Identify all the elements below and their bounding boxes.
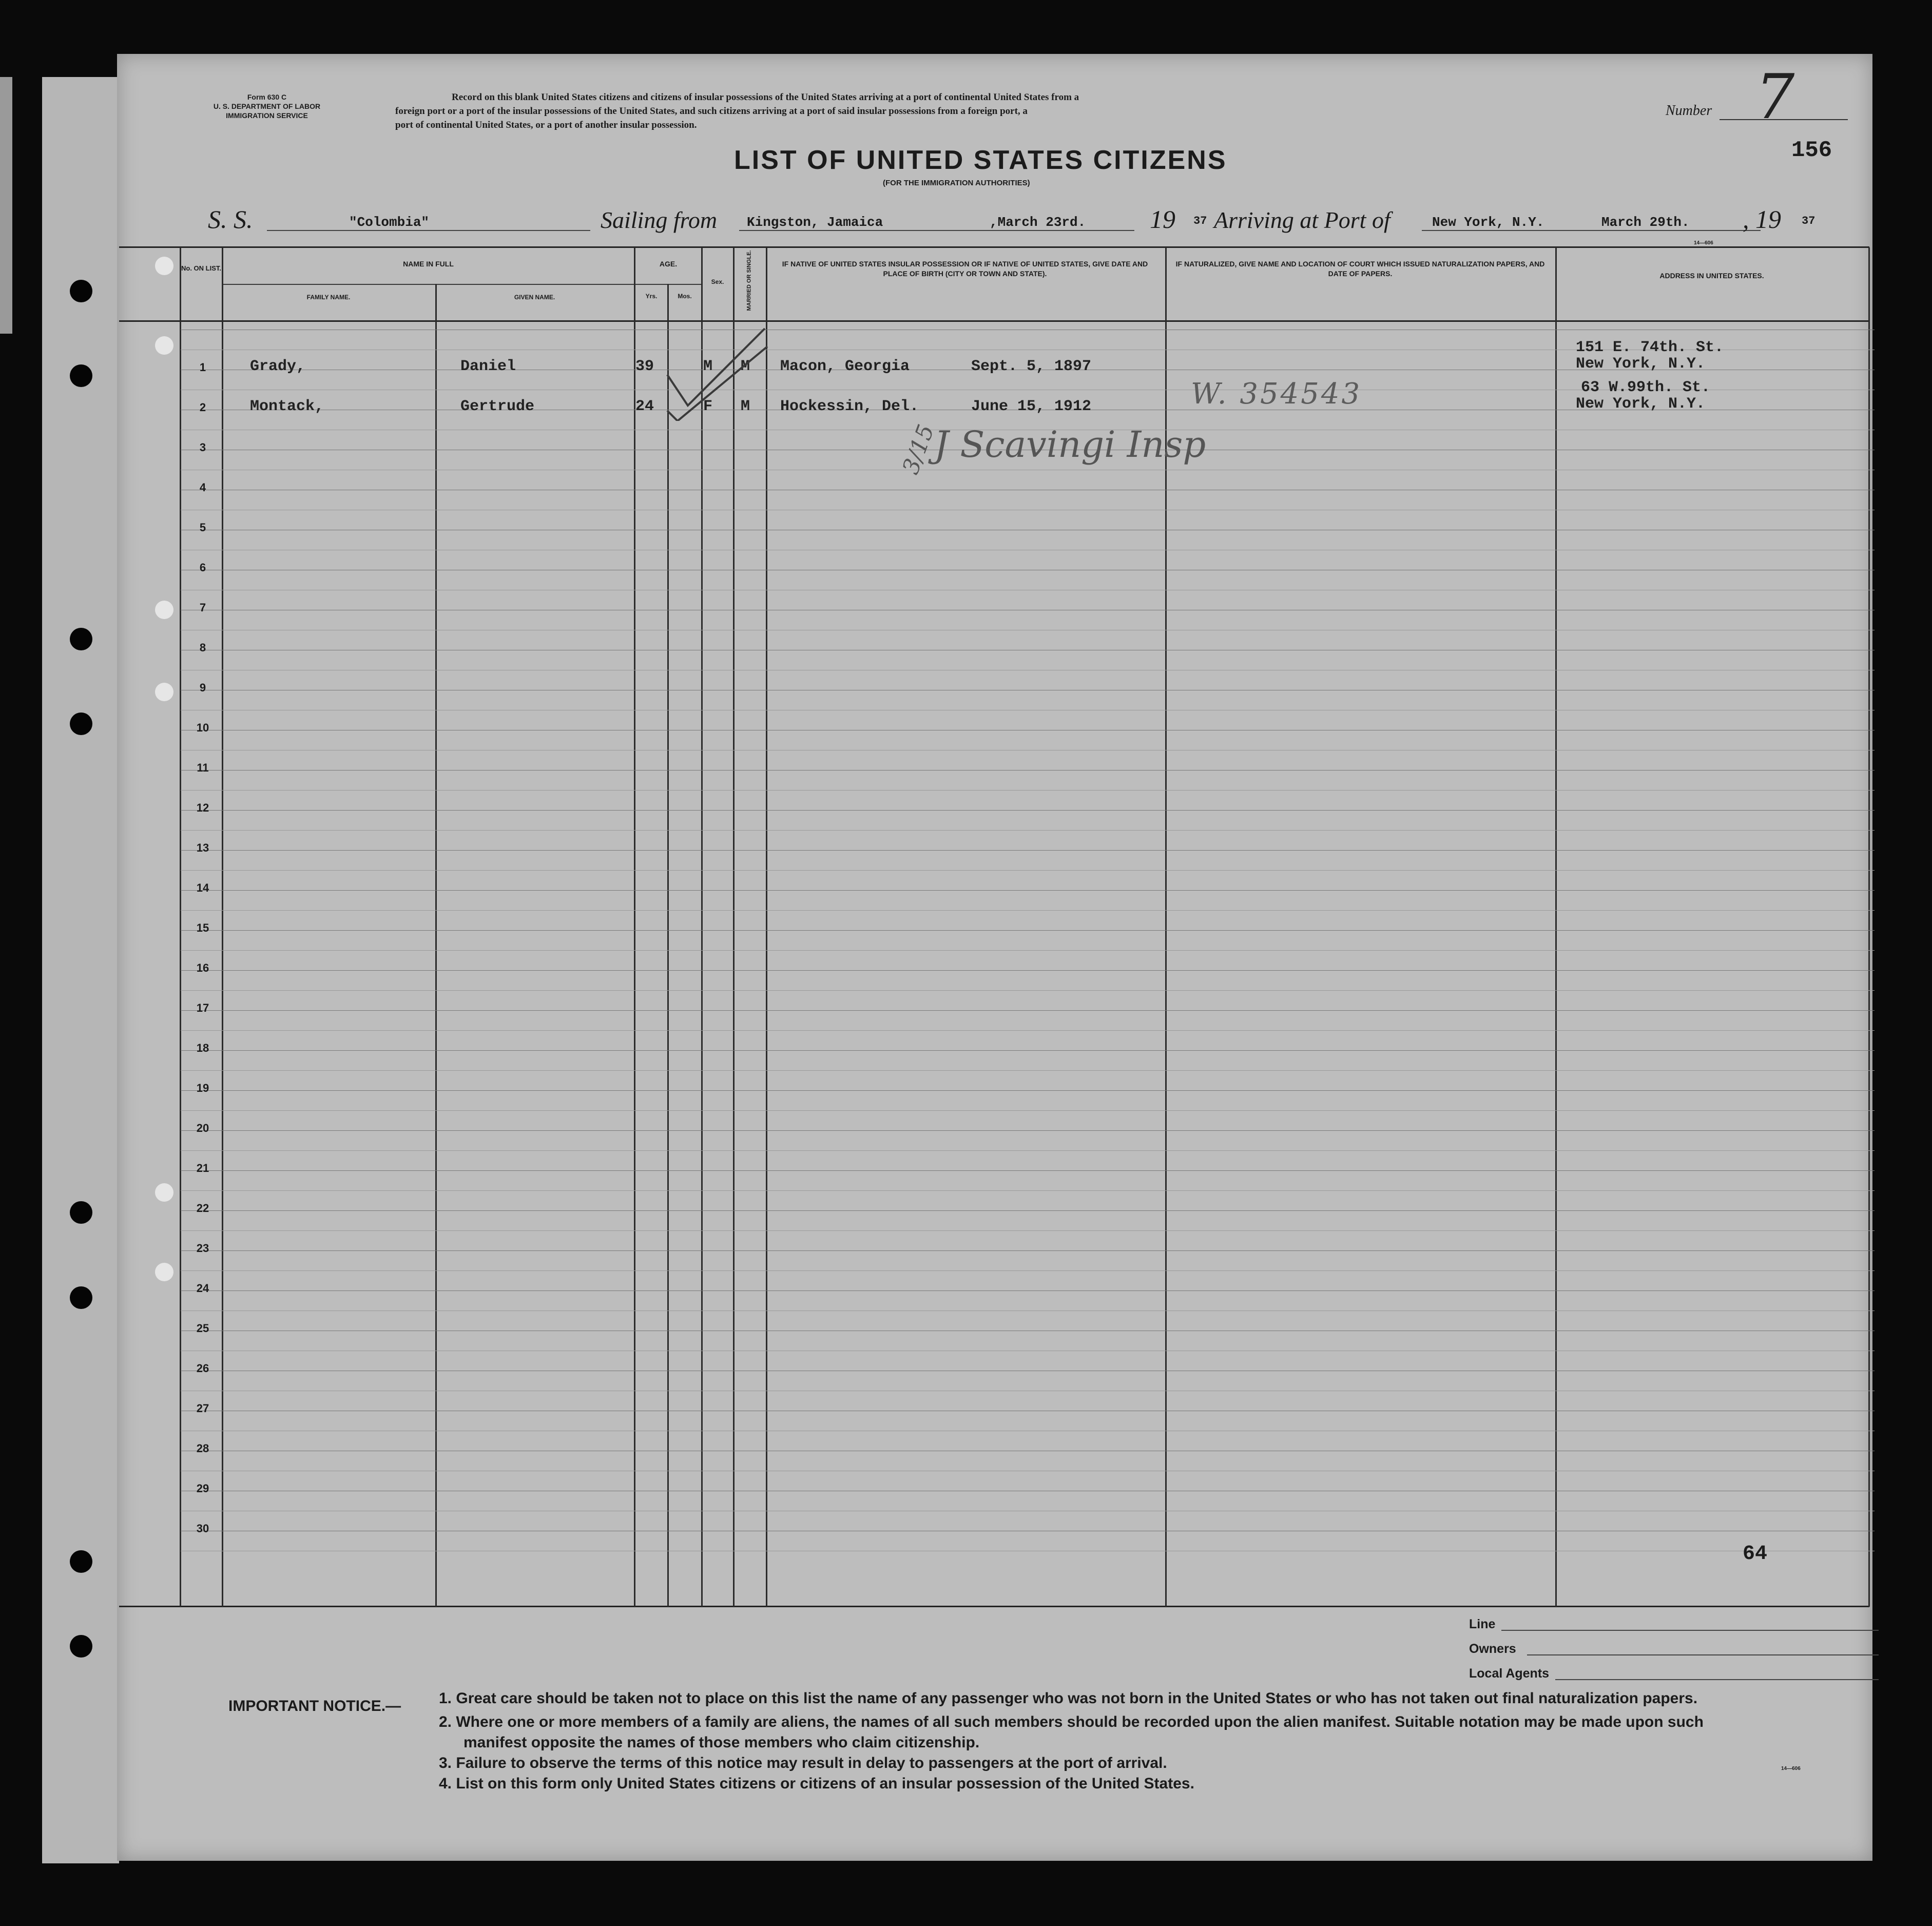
sail-date: ,March 23rd. xyxy=(990,215,1086,230)
arriving-label: Arriving at Port of xyxy=(1214,207,1390,233)
entry-2-yrs: 24 xyxy=(635,398,654,415)
row-number: 21 xyxy=(196,1162,209,1174)
header-married: MARRIED OR SINGLE. xyxy=(746,250,752,311)
col-divider xyxy=(766,247,767,1607)
row-number: 23 xyxy=(196,1242,209,1255)
entry-1-family: Grady, xyxy=(250,358,306,375)
binder-edge xyxy=(0,77,12,334)
row-number: 16 xyxy=(196,961,209,974)
row-number: 14 xyxy=(196,881,209,894)
row-number: 19 xyxy=(196,1082,209,1094)
ruled-line xyxy=(181,850,1875,851)
header-address: ADDRESS IN UNITED STATES. xyxy=(1659,272,1764,280)
row-number: 10 xyxy=(196,721,209,734)
entry-1-birth-place: Macon, Georgia xyxy=(780,358,910,375)
owners-label: Owners xyxy=(1469,1642,1516,1656)
punch-hole xyxy=(155,683,173,701)
inspector-date: 3/15 xyxy=(897,421,940,478)
row-number: 1 xyxy=(199,361,206,374)
footer-code: 14—606 xyxy=(1781,1766,1801,1771)
entry-2-sex: F xyxy=(703,398,713,415)
header-native: IF NATIVE OF UNITED STATES INSULAR POSSESSION OR IF NATIVE OF UNITED STATES, GIVE DATE AND PLACE OF BIRTH (CITY OR TOWN AND STATE). xyxy=(782,260,1148,278)
header-naturalized: IF NATURALIZED, GIVE NAME AND LOCATION OF COURT WHICH ISSUED NATURALIZATION PAPERS, AND DATE OF PAPERS. xyxy=(1175,260,1545,278)
entry-2-address-line2: New York, N.Y. xyxy=(1576,395,1706,413)
ruled-line xyxy=(181,930,1875,931)
header-mos: Mos. xyxy=(678,293,692,300)
row-number: 4 xyxy=(199,481,206,494)
arrival-year-prefix: , 19 xyxy=(1743,205,1781,234)
row-number: 2 xyxy=(199,401,206,414)
preamble-line: Record on this blank United States citizens and citizens of insular possessions of the United States arriving at a port of continental United States from a xyxy=(452,92,1079,103)
owners-field xyxy=(1527,1654,1879,1655)
header-name-in-full: NAME IN FULL xyxy=(403,260,454,268)
row-number: 5 xyxy=(199,521,206,534)
ruled-line xyxy=(181,1230,1875,1231)
row-number: 13 xyxy=(196,841,209,854)
ss-label: S. S. xyxy=(208,205,253,234)
header-given-name: GIVEN NAME. xyxy=(514,294,555,301)
ruled-line xyxy=(181,1170,1875,1171)
local-agents-label: Local Agents xyxy=(1469,1666,1550,1681)
service: IMMIGRATION SERVICE xyxy=(226,111,308,120)
preamble-line: port of continental United States, or a port of another insular possession. xyxy=(395,120,697,130)
check-marks xyxy=(657,318,780,421)
ruled-line xyxy=(181,830,1875,831)
binder-hole xyxy=(70,1201,92,1224)
row-number: 24 xyxy=(196,1282,209,1295)
ruled-line xyxy=(181,990,1875,991)
col-divider xyxy=(435,284,437,1607)
year-prefix: 19 xyxy=(1150,205,1175,234)
row-number: 11 xyxy=(197,761,209,774)
entry-1-sex: M xyxy=(703,358,713,375)
row-number: 3 xyxy=(199,441,206,454)
binder-strip xyxy=(42,77,119,1863)
col-divider xyxy=(667,284,669,1607)
notice-4: 4. List on this form only United States citizens or citizens of an insular possession of the United States. xyxy=(439,1775,1194,1792)
entry-2-family: Montack, xyxy=(250,398,324,415)
notice-2-cont: manifest opposite the names of those members who claim citizenship. xyxy=(463,1734,980,1751)
entry-2-address-line1: 63 W.99th. St. xyxy=(1581,379,1711,396)
ruled-line xyxy=(181,890,1875,891)
header-family-name: FAMILY NAME. xyxy=(306,294,351,301)
ship-name: "Colombia" xyxy=(349,215,430,230)
form-id xyxy=(175,92,359,120)
binder-hole xyxy=(70,1550,92,1573)
manifest-page xyxy=(117,54,1872,1861)
arrival-port: New York, N.Y. xyxy=(1432,215,1544,230)
row-number: 7 xyxy=(199,601,206,614)
arrival-year: 37 xyxy=(1802,215,1815,227)
sail-year: 37 xyxy=(1193,215,1207,227)
preamble xyxy=(395,90,1591,132)
entry-2-birth-place: Hockessin, Del. xyxy=(780,398,919,415)
ruled-line xyxy=(181,950,1875,951)
row-number: 9 xyxy=(199,681,206,694)
header-sex: Sex. xyxy=(711,278,724,285)
arrival-date: March 29th. xyxy=(1601,215,1690,230)
punch-hole xyxy=(155,336,173,355)
number-label: Number xyxy=(1666,103,1712,119)
row-number: 18 xyxy=(196,1042,209,1054)
line-label: Line xyxy=(1469,1617,1496,1631)
sailing-label: Sailing from xyxy=(601,207,718,233)
row-number: 30 xyxy=(196,1522,209,1535)
row-number: 12 xyxy=(196,801,209,814)
binder-hole xyxy=(70,364,92,387)
from-underline xyxy=(739,230,1134,231)
header-yrs: Yrs. xyxy=(645,293,658,300)
number-value: 7 xyxy=(1755,62,1795,133)
col-divider xyxy=(222,247,223,1607)
header-bottom-rule xyxy=(119,320,1869,322)
binder-hole xyxy=(70,1635,92,1658)
local-agents-field xyxy=(1555,1679,1879,1680)
entry-2-birth-date: June 15, 1912 xyxy=(971,398,1092,415)
ruled-line xyxy=(181,1090,1875,1091)
ruled-line xyxy=(181,910,1875,911)
ruled-line xyxy=(181,870,1875,871)
row-number: 28 xyxy=(196,1442,209,1455)
ruled-line xyxy=(181,1110,1875,1111)
table-top-rule xyxy=(119,246,1869,248)
table-bottom-rule xyxy=(119,1606,1869,1607)
row-number: 6 xyxy=(199,561,206,574)
from-port: Kingston, Jamaica xyxy=(747,215,883,230)
entry-1-married: M xyxy=(741,358,750,375)
ruled-line xyxy=(181,1010,1875,1011)
department: U. S. DEPARTMENT OF LABOR xyxy=(213,102,321,110)
tally-number: 64 xyxy=(1743,1543,1768,1566)
row-number: 8 xyxy=(199,641,206,654)
ruled-line xyxy=(181,790,1875,791)
punch-hole xyxy=(155,1183,173,1202)
preamble-line: foreign port or a port of the insular possessions of the United States, and such citizens arriving at a port of said insular possessions from a foreign port, a xyxy=(395,106,1028,117)
entry-2-married: M xyxy=(741,398,750,415)
col-divider xyxy=(634,247,635,1607)
form-number: Form 630 C xyxy=(247,93,287,101)
ruled-line xyxy=(181,810,1875,811)
header-age: AGE. xyxy=(659,260,678,268)
entry-1-address-line1: 151 E. 74th. St. xyxy=(1576,339,1724,356)
punch-hole xyxy=(155,257,173,275)
check-mark xyxy=(667,346,767,421)
notice-1: 1. Great care should be taken not to place on this list the name of any passenger who was not born in the United States or who has not taken out final naturalization papers. xyxy=(439,1690,1698,1707)
row-number: 29 xyxy=(196,1482,209,1495)
ruled-line xyxy=(181,1070,1875,1071)
entry-1-address-line2: New York, N.Y. xyxy=(1576,355,1706,373)
print-code: 14—606 xyxy=(1694,240,1713,246)
ruled-line xyxy=(181,970,1875,971)
row-number: 15 xyxy=(196,921,209,934)
ruled-line xyxy=(181,1270,1875,1271)
punch-hole xyxy=(155,1263,173,1281)
page-number: 156 xyxy=(1791,138,1832,163)
check-mark xyxy=(667,329,765,406)
row-number: 25 xyxy=(196,1322,209,1335)
entry-1-yrs: 39 xyxy=(635,358,654,375)
row-number: 27 xyxy=(196,1402,209,1415)
ruled-line xyxy=(181,1150,1875,1151)
notice-2: 2. Where one or more members of a family are aliens, the names of all such members should be recorded upon the alien manifest. Suitable notation may be made upon such xyxy=(439,1713,1704,1730)
ruled-line xyxy=(181,1030,1875,1031)
col-divider xyxy=(1868,247,1870,1607)
page-subtitle: (FOR THE IMMIGRATION AUTHORITIES) xyxy=(883,179,1030,187)
header-no-on-list: No. ON LIST. xyxy=(181,264,221,272)
col-divider xyxy=(701,247,703,1607)
inspector-signature: J Scavingi Insp xyxy=(934,423,1206,466)
col-divider xyxy=(733,247,735,1607)
col-divider xyxy=(180,247,181,1607)
ruled-line xyxy=(181,1130,1875,1131)
entry-2-given: Gertrude xyxy=(460,398,535,415)
binder-hole xyxy=(70,712,92,735)
row-number: 22 xyxy=(196,1202,209,1215)
page-title: LIST OF UNITED STATES CITIZENS xyxy=(734,145,1227,175)
col-divider xyxy=(1555,247,1557,1607)
ruled-line xyxy=(181,1210,1875,1211)
binder-hole xyxy=(70,1286,92,1309)
punch-hole xyxy=(155,601,173,619)
naturalization-note: W. 354543 xyxy=(1191,377,1362,411)
ship-underline xyxy=(267,230,590,231)
binder-hole xyxy=(70,628,92,650)
row-number: 26 xyxy=(196,1362,209,1375)
ruled-line xyxy=(181,770,1875,771)
row-number: 17 xyxy=(196,1001,209,1014)
name-subheader-rule xyxy=(222,284,635,285)
ruled-line xyxy=(181,1190,1875,1191)
binder-hole xyxy=(70,280,92,302)
notice-3: 3. Failure to observe the terms of this notice may result in delay to passengers at the port of arrival. xyxy=(439,1755,1167,1771)
ruled-line xyxy=(181,1250,1875,1251)
line-field xyxy=(1501,1630,1879,1631)
notice-heading: IMPORTANT NOTICE.— xyxy=(228,1698,401,1715)
entry-1-birth-date: Sept. 5, 1897 xyxy=(971,358,1092,375)
arrival-underline xyxy=(1422,230,1761,231)
entry-1-given: Daniel xyxy=(460,358,516,375)
ruled-line xyxy=(181,1050,1875,1051)
row-number: 20 xyxy=(196,1122,209,1134)
